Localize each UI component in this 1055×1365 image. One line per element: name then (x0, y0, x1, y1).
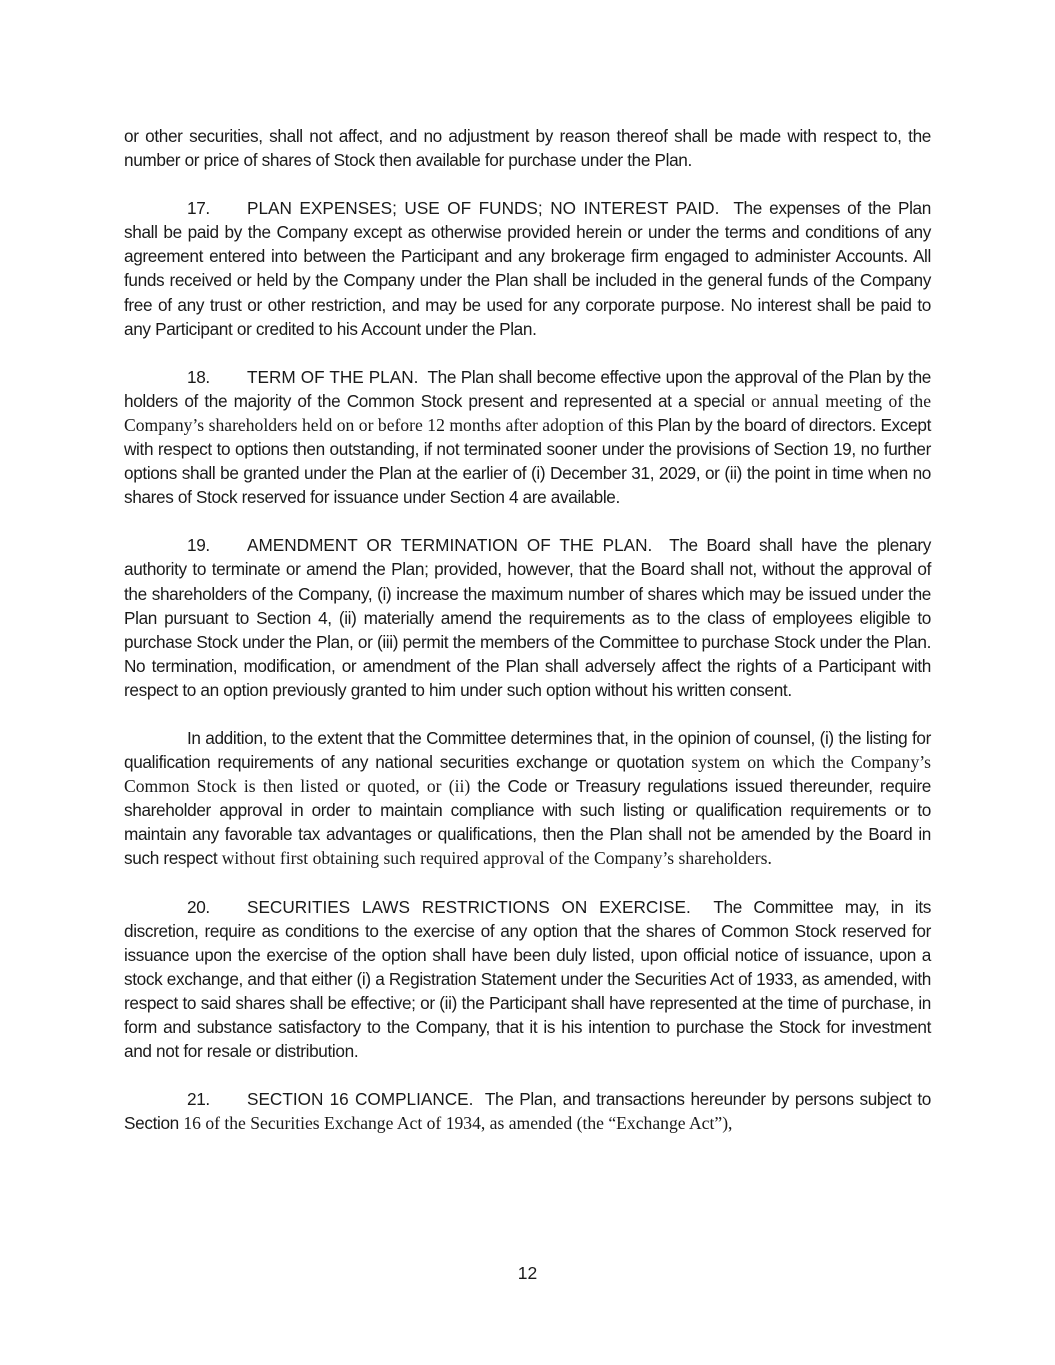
section-18-heading: TERM OF THE PLAN. (247, 366, 419, 387)
section-21-body-a: The Plan, and transactions hereunder by persons subject to Section (124, 1089, 931, 1134)
paragraph-intro (124, 124, 931, 172)
section-19-number: 19. (187, 535, 210, 556)
section-17-number: 17. (187, 198, 210, 219)
paragraph-in-addition-body-serif-end: without first obtaining such required approval of the Company’s shareholders. (221, 848, 772, 869)
page-number: 12 (517, 1263, 538, 1283)
section-18-body-a: The Plan shall become effective upon the approval of the Plan by the holders of the majority of the Common Stock present and represented at a special (124, 366, 932, 411)
section-17 (124, 196, 931, 341)
section-17-heading: PLAN EXPENSES; USE OF FUNDS; NO INTEREST PAID. (247, 198, 720, 219)
section-18 (124, 365, 931, 510)
paragraph-in-addition-body-b: the Code or Treasury regulations issued thereunder, require shareholder approval in order to maintain compliance with such listing or qualification requirements or to maintain any favorable tax advantages or qualifications, then the Plan shall not be amended by the Board in such respect (124, 776, 931, 869)
section-21 (124, 1087, 931, 1135)
section-18-body-serif: or annual meeting of the Company’s shareholders held on or before 12 months after adoption of (124, 390, 932, 435)
section-20-body: The Committee may, in its discretion, require as conditions to the exercise of any option that the shares of Common Stock reserved for issuance upon the exercise of the option shall have been duly listed, upon official notice of issuance, upon a stock exchange, and that either (i) a Registration Statement under the Securities Act of 1933, as amended, with respect to said shares shall be effective; or (ii) the Participant shall have represented at the time of purchase, in form and substance satisfactory to the Company, that it is his intention to purchase the Stock for investment and not for resale or distribution. (124, 896, 931, 1062)
section-19 (124, 533, 931, 702)
section-18-number: 18. (187, 366, 210, 387)
section-18-body-b: this Plan by the board of directors. Except with respect to options then outstanding, if not terminated sooner under the provisions of Section 19, no further options shall be granted under the Plan at the earlier of (i) December 31, 2029, or (ii) the point in time when no shares of Stock reserved for issuance under Section 4 are available. (124, 414, 931, 508)
section-20-number: 20. (187, 896, 210, 917)
paragraph-intro-text: or other securities, shall not affect, and no adjustment by reason thereof shall be made with respect to, the number or price of shares of Stock then available for purchase under the Plan. (124, 126, 931, 171)
paragraph-in-addition-body-a: In addition, to the extent that the Committee determines that, in the opinion of counsel, (i) the listing for qualification requirements of any national securities exchange or quotation (124, 727, 931, 773)
paragraph-in-addition (124, 726, 931, 871)
section-21-heading: SECTION 16 COMPLIANCE. (247, 1089, 474, 1110)
section-20-heading: SECURITIES LAWS RESTRICTIONS ON EXERCISE. (247, 896, 691, 917)
document-page (124, 124, 931, 1159)
section-17-body: The expenses of the Plan shall be paid by the Company except as otherwise provided herein or under the terms and conditions of any agreement entered into between the Participant and any brokerage firm engaged to administer Accounts. All funds received or held by the Company under the Plan shall be included in the general funds of the Company free of any trust or other restriction, and may be used for any corporate purpose. No interest shall be paid to any Participant or credited to his Account under the Plan. (124, 198, 931, 339)
section-21-body-serif: 16 of the Securities Exchange Act of 1934, as amended (the “Exchange Act”), (183, 1113, 733, 1134)
section-19-heading: AMENDMENT OR TERMINATION OF THE PLAN. (247, 535, 653, 556)
section-19-body: The Board shall have the plenary authority to terminate or amend the Plan; provided, however, that the Board shall not, without the approval of the shareholders of the Company, (i) increase the maximum number of shares which may be issued under the Plan pursuant to Section 4, (ii) materially amend the requirements as to the class of employees eligible to purchase Stock under the Plan, or (iii) permit the members of the Committee to purchase Stock under the Plan. No termination, modification, or amendment of the Plan shall adversely affect the rights of a Participant with respect to an option previously granted to him under such option without his written consent. (124, 535, 931, 700)
section-20 (124, 895, 931, 1064)
paragraph-in-addition-body-serif: system on which the Company’s Common Stock is then listed or quoted, or (ii) (124, 752, 931, 797)
section-21-number: 21. (187, 1089, 210, 1110)
